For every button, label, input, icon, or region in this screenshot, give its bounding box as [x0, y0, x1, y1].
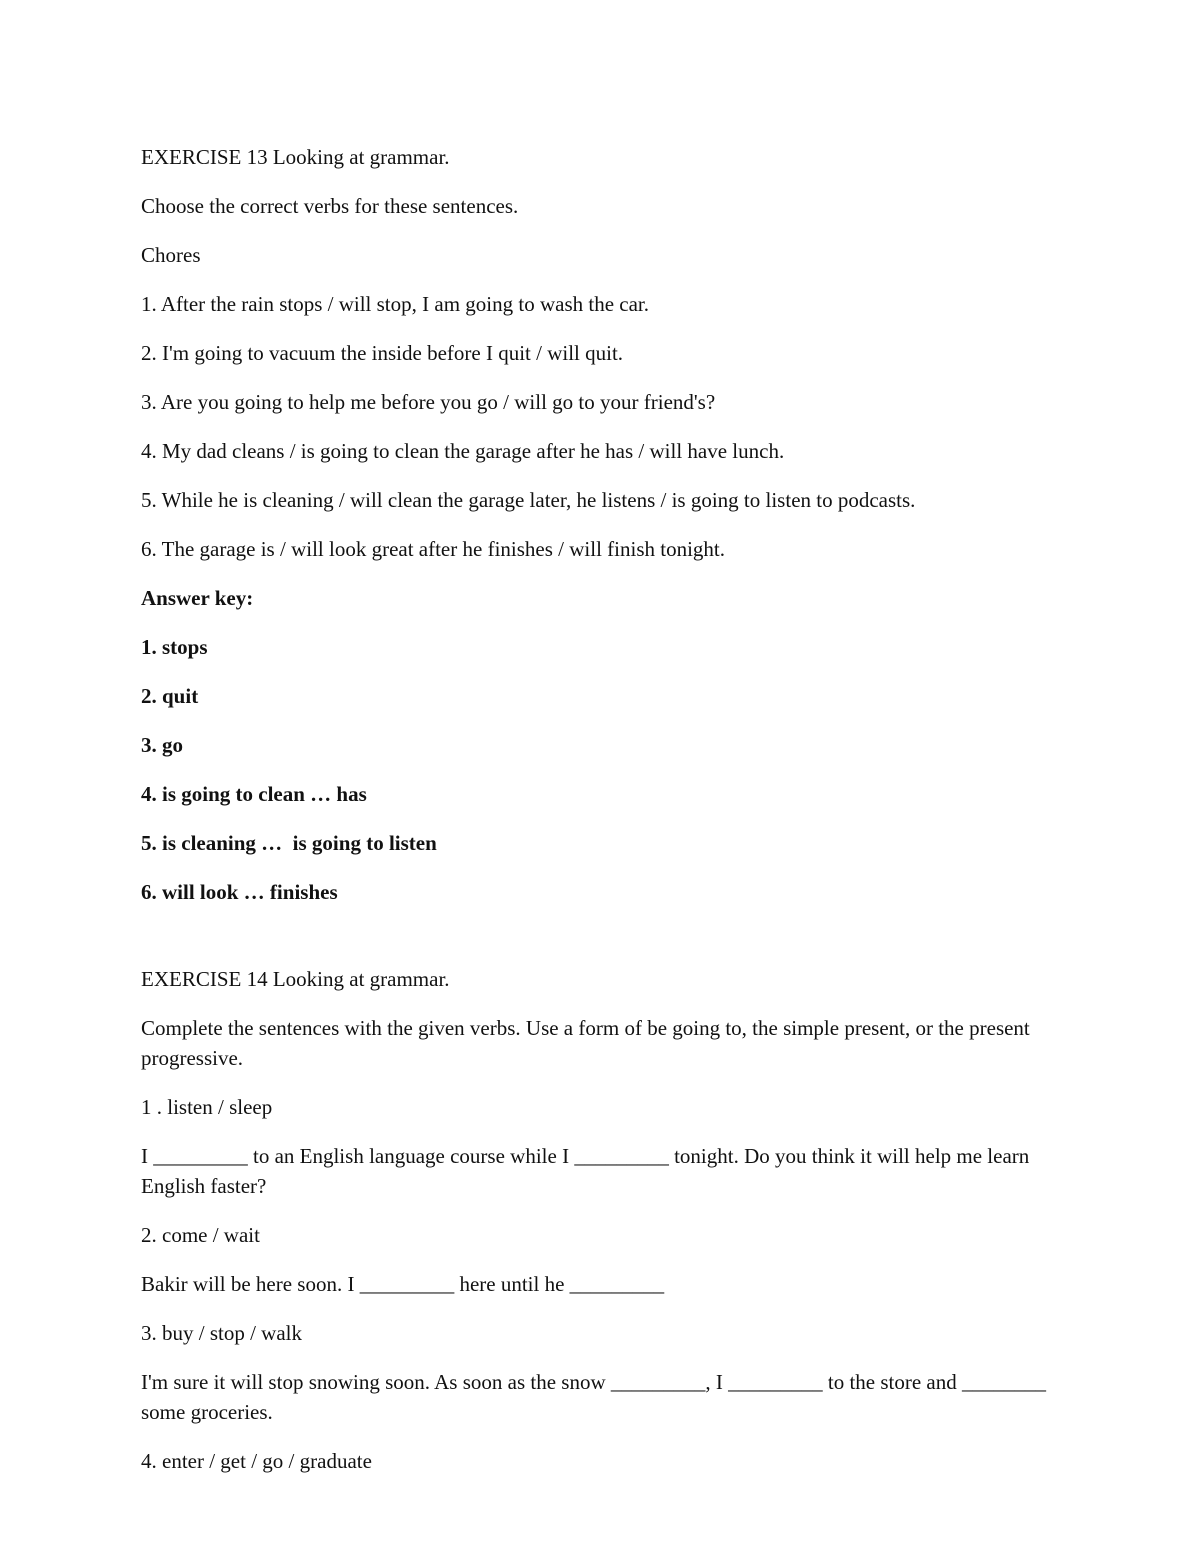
answer-item: 5. is cleaning … is going to listen — [141, 831, 437, 855]
exercise-14-verbs: 2. come / wait — [141, 1223, 260, 1247]
section-spacer — [141, 926, 1071, 964]
answer-item: 3. go — [141, 733, 183, 757]
exercise-13-title: EXERCISE 13 Looking at grammar. — [141, 145, 450, 169]
answer-item: 2. quit — [141, 684, 199, 708]
document-page — [141, 142, 1071, 1495]
answer-item: 4. is going to clean … has — [141, 782, 367, 806]
exercise-13-topic: Chores — [141, 243, 201, 267]
answer-item: 6. will look … finishes — [141, 880, 338, 904]
exercise-13-instruction: Choose the correct verbs for these sentences. — [141, 194, 519, 218]
exercise-13-sentence: 2. I'm going to vacuum the inside before I quit / will quit. — [141, 341, 624, 365]
exercise-14-sentence: I'm sure it will stop snowing soon. As soon as the snow _________, I _________ to the store and ________ some groceries. — [141, 1370, 1052, 1424]
exercise-14-title: EXERCISE 14 Looking at grammar. — [141, 967, 450, 991]
exercise-14-verbs: 4. enter / get / go / graduate — [141, 1449, 372, 1473]
exercise-14-sentence: Bakir will be here soon. I _________ here until he _________ — [141, 1272, 665, 1296]
exercise-13-sentence: 6. The garage is / will look great after he finishes / will finish tonight. — [141, 537, 725, 561]
exercise-13 — [141, 142, 1071, 907]
answer-item: 1. stops — [141, 635, 208, 659]
exercise-14-sentence: I _________ to an English language course while I _________ tonight. Do you think it will help me learn English faster? — [141, 1144, 1035, 1198]
exercise-14-instruction: Complete the sentences with the given verbs. Use a form of be going to, the simple present, or the present progressive. — [141, 1016, 1036, 1070]
exercise-13-sentence: 1. After the rain stops / will stop, I am going to wash the car. — [141, 292, 649, 316]
exercise-13-sentence: 3. Are you going to help me before you go / will go to your friend's? — [141, 390, 716, 414]
exercise-13-sentence: 5. While he is cleaning / will clean the garage later, he listens / is going to listen to podcasts. — [141, 488, 916, 512]
exercise-14-verbs: 1 . listen / sleep — [141, 1095, 273, 1119]
exercise-14 — [141, 964, 1071, 1476]
exercise-13-sentence: 4. My dad cleans / is going to clean the garage after he has / will have lunch. — [141, 439, 785, 463]
exercise-14-verbs: 3. buy / stop / walk — [141, 1321, 302, 1345]
answer-key-label: Answer key: — [141, 586, 254, 610]
